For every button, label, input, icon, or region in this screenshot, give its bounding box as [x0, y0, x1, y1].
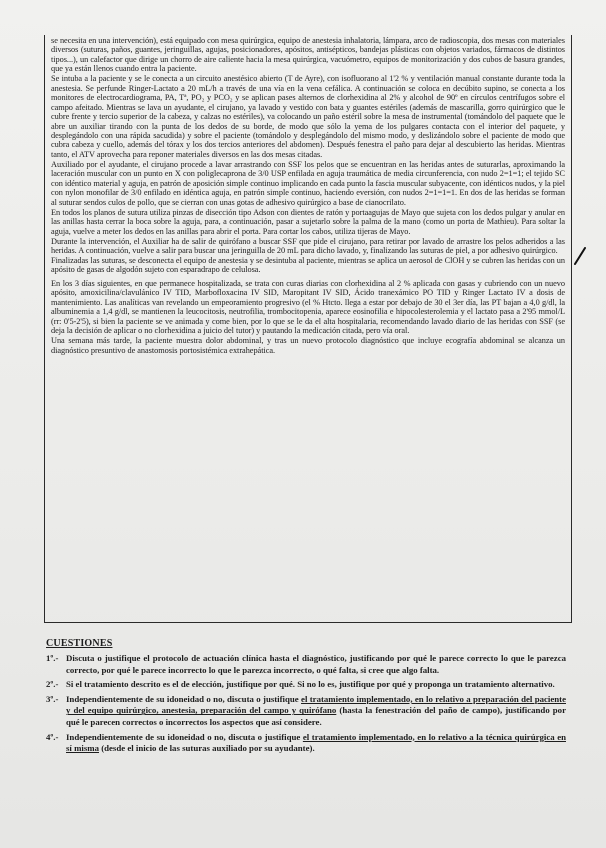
case-description-box [44, 35, 572, 623]
question-text-underlined: el tratamiento implementado, en lo relativo a preparación del paciente y del equipo quirúrgico, anestesia, preparación del campo y quirófano [66, 693, 566, 716]
questions-section [46, 638, 566, 758]
question-3 [46, 694, 566, 729]
question-4 [46, 732, 566, 755]
question-number: 3º.- [46, 693, 59, 704]
question-text-intro: Independientemente de su idoneidad o no, discuta o justifique [66, 693, 302, 704]
question-text: Si el tratamiento descrito es el de elección, justifique por qué. Si no lo es, justifique por qué y proponga un tratamiento alternativo. [66, 679, 555, 690]
question-number: 2º.- [46, 679, 59, 690]
handwritten-check-mark-icon [574, 246, 586, 266]
paragraph-suturing: Auxiliado por el ayudante, el cirujano procede a lavar arrastrando con SSF los pelos que se encuentran en las heridas antes de suturarlas, aproximando la laceración muscular con un punto en X con poliglecaprona de 3/0 USP enfilada en aguja traumática de media circunferencia, con nudo 2=1=1; el tejido SC con idéntico material y aguja, en patrón de aposición simple continuo implicando en cada punto la fascia muscular subyacente, con idénticos nudos, y la piel con nylon monofilar de 3/0 enfilado en idéntica aguja, en patrón simple continuo, haciendo eversión, con nudos 2=1=1=1. En dos de las heridas se forman al suturar sendos culos de pollo, que se cierran con unas gotas de adhesivo quirúrgico a base de cianocrilato. [51, 159, 565, 207]
paragraph-post-surgery: Finalizadas las suturas, se desconecta el equipo de anestesia y se desintuba al paciente, mientras se aplica un aerosol de ClOH y se cubren las heridas con un apósito de gasas de algodón sujeto con esparadrapo de celulosa. [51, 255, 565, 275]
question-number: 1º.- [46, 653, 59, 663]
questions-title: CUESTIONES [46, 638, 113, 649]
question-text-intro: Independientemente de su idoneidad o no, discuta o justifique [66, 731, 303, 742]
paragraph-diagnosis: Una semana más tarde, la paciente muestra dolor abdominal, y tras un nuevo protocolo diagnóstico que incluye ecografía abdominal se alcanza un diagnóstico presuntivo de anastomosis portosistémica extrahepática. [51, 336, 565, 355]
question-text-underlined: el tratamiento implementado, en lo relativo a la técnica quirúrgica en sí misma [66, 731, 566, 754]
paragraph-instruments: En todos los planos de sutura utiliza pinzas de disección tipo Adson con dientes de ratón y portaagujas de Mayo que sujeta con los dedos pulgar y anular en las anillas hasta cerrar la boca sobre la aguja, para, a continuación, pasar a sujetarlo sobre la palma de la mano (como un porta de Mathieu). Para soltar la aguja, vuelve a meter los dedos en las anillas para abrir el porta. Para cortar los cabos, utiliza tijeras de Mayo. [51, 207, 565, 236]
question-text-end: (desde el inicio de las suturas auxiliado por su ayudante). [99, 743, 315, 754]
paragraph-anesthesia-prep: Se intuba a la paciente y se le conecta a un circuito anestésico abierto (T de Ayre), con isofluorano al 1'2 % y ventilación manual constante durante toda la anestesia. Se perfunde Ringer-Lactato a 20 mL/h a través de una vía en la vena cefálica. A continuación se coloca en decúbito supino, se conecta a los monitores de electrocardiograma, PA, Tª, PO₂ y PCO₂ y se aplican pases alternos de clorhexidina al 2% y alcohol de 90º en círculos centrífugos sobre el campo afeitado. Mientras se lava un ayudante, el cirujano, ya lavado y vestido con bata y guantes estériles (además de mascarilla, gorro quirúrgico que le cubre frente y tercio superior de la cabeza, y calzas no estériles), va colocando un paño estéril sobre la mesa de instrumental (tomándolo del paquete que le abre un auxiliar tirando con la punta de los dedos de su borde, de modo que sólo la yema de los pulgares contacta con el interior del paquete, y desplegándolo con una rápida sacudida) y sobre el paciente (tomándolo y desplegándolo del mismo modo, y deslizándolo sobre el paciente de modo que cubra cabeza y cuello, además del tórax y los dos tercios anteriores del abdomen). Después fenestra el paño para dejar al descubierto las heridas. Mientras tanto, el ATV aprovecha para reponer materiales diversos en las dos mesas citadas. [51, 74, 565, 159]
question-number: 4º.- [46, 731, 59, 742]
question-text [66, 694, 566, 729]
paragraph-hospitalization: En los 3 días siguientes, en que permanece hospitalizada, se trata con curas diarias con clorhexidina al 2 % aplicada con gasas y cubriendo con un nuevo apósito, amoxicilina/clavulánico IV TID, Marbofloxacina IV SID, Maropitant IV SID, Ácido tranexámico PO TID y Ringer Lactato IV a dosis de mantenimiento. Las analíticas van revelando un empeoramiento progresivo (el % Htcto. llega a estar por debajo de 30 el 3er día, las PT bajan a 4,0 g/dl, la albuminemia a 1,4 g/dl, se mantienen la leucocitosis, neutrofilia, trombocitopenia, aparece eosinofilia e hipocolesterolemia y el lactato pasa a 2'95 mmol/L (rr: 0'5-2'5), si bien la paciente se ve animada y come bien, por lo que se le da el alta hospitalaria, recomendando lavado diario de las heridas con SSF (se deja la decisión de aplicar o no clorhexidina a juicio del tutor) y pautando la medicación citada, pero vía oral. [51, 278, 565, 336]
question-text: Discuta o justifique el protocolo de actuación clínica hasta el diagnóstico, justificando por qué le parece correcto lo que le parezca correcto, por qué le parece incorrecto lo que le parezca incorrecto, o qué falta, si cree que algo falta. [66, 653, 566, 675]
paragraph-operating-room: se necesita en una intervención), está equipado con mesa quirúrgica, equipo de anestesia inhalatoria, lámpara, arco de radioscopia, dos mesas con materiales diversos (suturas, paños, guantes, jeringuillas, agujas, posicionadores, apósitos, antisépticos, bandejas plásticas con objetos variados, fármacos de distintos tipos...), un calefactor que dirige un chorro de aire caliente hacia la mesa quirúrgica, vacuómetro, equipos de monitorización y dos cubos de basura grandes, que ya están llenos cuando entra la paciente. [51, 36, 565, 74]
question-2 [46, 679, 566, 691]
paragraph-auxiliary: Durante la intervención, el Auxiliar ha de salir de quirófano a buscar SSF que pide el cirujano, para retirar por lavado de arrastre los pelos adheridos a las heridas. A continuación, vuelve a salir para buscar una jeringuilla de 20 mL para dicho lavado, y, finalizando las suturas de piel, a por adhesivo quirúrgico. [51, 236, 565, 255]
question-text-end: (hasta la fenestración del paño de campo), justificando por qué le parecen correctos o incorrectos los aspectos que así considere. [66, 705, 566, 727]
question-text [66, 732, 566, 755]
question-1 [46, 653, 566, 676]
